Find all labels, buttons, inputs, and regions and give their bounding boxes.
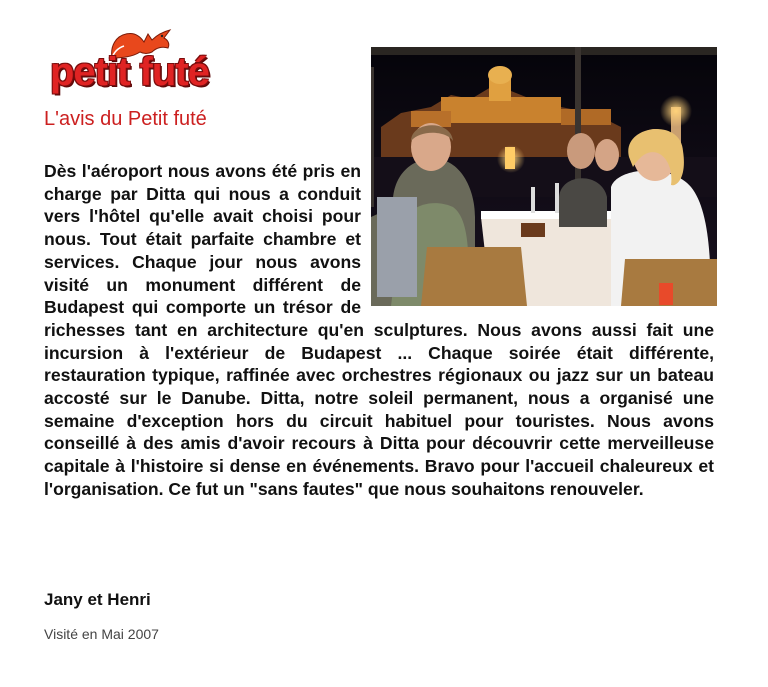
- review-text: [44, 160, 714, 501]
- review-body: Dès l'aéroport nous avons été pris en charge par Ditta qui nous a conduit vers l'hôtel qu'elle avait choisi pour nous. Tout était parfaite chambre et services. Chaque jour nous avons visité un monument différent de Budapest qui comporte un trésor de richesses tant en architecture qu'en sculptures. Nous avons aussi fait une incursion à l'extérieur de Budapest ... Chaque soirée était différente, restauration typique, raffinée avec orchestres régionaux ou jazz sur un bateau accosté sur le Danube. Ditta, notre soleil permanent, nous a organisé une semaine d'exception hors du circuit habituel pour touristes. Nous avons conseillé à des amis d'avoir recours à Ditta pour découvrir cette merveilleuse capitale à l'histoire si dense en événements. Bravo pour l'accueil chaleureux et l'organisation. Ce fut un "sans fautes" que nous souhaitons renouveler.: [44, 161, 714, 499]
- review-author: Jany et Henri: [44, 590, 151, 609]
- page-heading: L'avis du Petit futé: [44, 108, 207, 130]
- photo-spacer: [361, 160, 714, 311]
- visit-date: Visité en Mai 2007: [44, 626, 159, 642]
- logo-text: petit futé: [50, 50, 209, 94]
- petit-fute-logo: [46, 22, 266, 94]
